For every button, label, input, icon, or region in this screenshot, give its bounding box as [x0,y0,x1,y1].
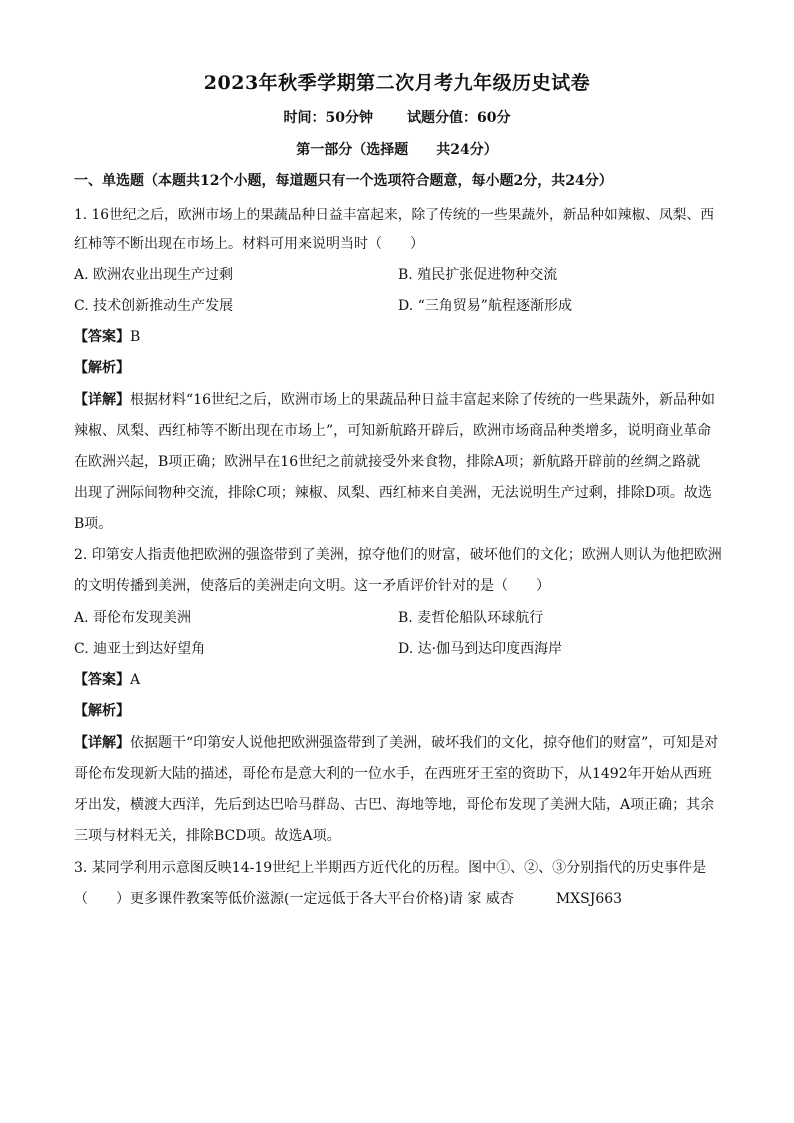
section-heading: 一、单选题（本题共12个小题，每道题只有一个选项符合题意，每小题2分，共24分） [74,173,613,189]
q2-option-c: C. 迪亚士到达好望角 [74,641,206,657]
time-label: 时间：50分钟 [283,110,373,126]
q1-detail-line3: 在欧洲兴起，B项正确；欧洲早在16世纪之前就接受外来食物，排除A项；新航路开辟前的丝绸之路就 [74,454,701,470]
q2-detail-line2: 哥伦布发现新大陆的描述，哥伦布是意大利的一位水手，在西班牙王室的资助下，从1492年开始从西班 [74,766,712,782]
q2-answer [74,669,140,689]
q2-detail-line3: 牙出发，横渡大西洋，先后到达巴哈马群岛、古巴、海地等地，哥伦布发现了美洲大陆，A项正确；其余 [74,797,715,813]
q1-stem-line2: 红柿等不断出现在市场上。材料可用来说明当时（ ） [74,236,424,252]
exam-info [0,107,794,127]
answer-value: A [130,672,141,688]
q1-detail-line4: 出现了洲际间物种交流，排除C项；辣椒、凤梨、西红柿来自美洲，无法说明生产过剩，排除D项。故选 [74,485,712,501]
score-label: 试题分值：60分 [407,110,511,126]
q1-analysis-tag [74,357,130,377]
q1-stem-line1: 1. 16世纪之后，欧洲市场上的果蔬品种日益丰富起来，除了传统的一些果蔬外，新品种如辣椒、凤梨、西 [74,207,714,223]
detail-tag: 【详解】 [74,392,130,408]
q2-detail-line4: 三项与材料无关，排除BCD项。故选A项。 [74,828,341,844]
page-title: 2023年秋季学期第二次月考九年级历史试卷 [203,72,591,94]
detail-text: 根据材料“16世纪之后，欧洲市场上的果蔬品种日益丰富起来除了传统的一些果蔬外，新品种如 [130,392,715,408]
q2-option-b: B. 麦哲伦船队环球航行 [398,610,544,626]
q2-detail-line1 [74,732,718,752]
answer-tag: 【答案】 [74,329,130,345]
q2-option-a: A. 哥伦布发现美洲 [74,610,192,626]
q1-option-d: D. “三角贸易”航程逐渐形成 [398,298,572,314]
q1-detail-line5: B项。 [74,516,113,532]
q2-stem-line2: 的文明传播到美洲，使落后的美洲走向文明。这一矛盾评价针对的是（ ） [74,578,550,594]
answer-value: B [130,329,141,345]
q1-option-c: C. 技术创新推动生产发展 [74,298,234,314]
q2-analysis-tag [74,700,130,720]
q1-answer [74,326,140,346]
analysis-tag: 【解析】 [74,360,130,376]
q3-stem-line1: 3. 某同学利用示意图反映14-19世纪上半期西方近代化的历程。图中①、②、③分别指代的历史事件是 [74,860,707,876]
q1-option-a: A. 欧洲农业出现生产过剩 [74,267,234,283]
q2-option-d: D. 达·伽马到达印度西海岸 [398,641,563,657]
detail-text: 依据题干“印第安人说他把欧洲强盗带到了美洲，破坏我们的文化，掠夺他们的财富”，可知是对 [130,735,719,751]
detail-tag: 【详解】 [74,735,130,751]
q1-option-b: B. 殖民扩张促进物种交流 [398,267,558,283]
q1-detail-line1 [74,389,715,409]
q1-detail-line2: 辣椒、凤梨、西红柿等不断出现在市场上”，可知新航路开辟后，欧洲市场商品种类增多，说明商业革命 [74,423,712,439]
answer-tag: 【答案】 [74,672,130,688]
q2-stem-line1: 2. 印第安人指责他把欧洲的强盗带到了美洲，掠夺他们的财富，破坏他们的文化；欧洲人则认为他把欧洲 [74,547,722,563]
part-heading: 第一部分（选择题 共24分） [296,142,498,158]
analysis-tag: 【解析】 [74,703,130,719]
q3-stem-line2: （ ）更多课件教案等低价滋源(一定远低于各大平台价格)请 家 威杏 MXSJ663 [74,891,623,907]
